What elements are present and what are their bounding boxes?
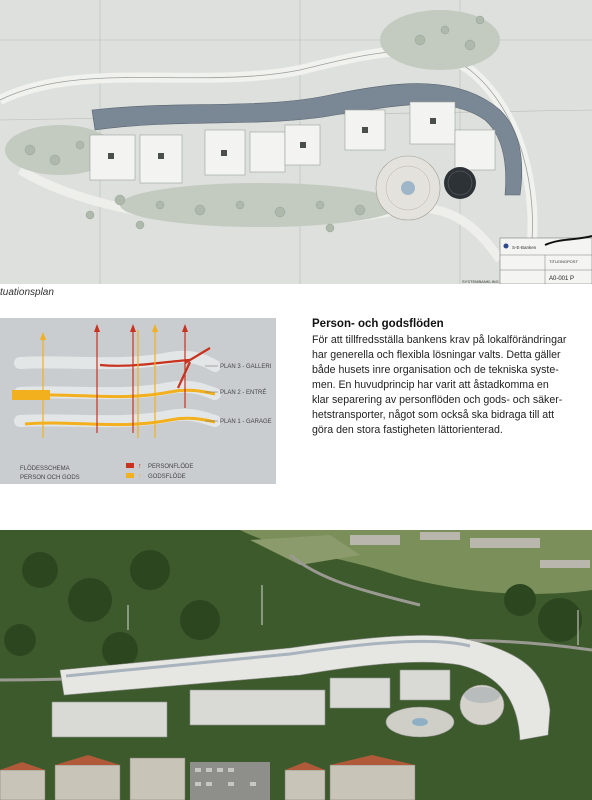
drawing-title-block <box>500 236 592 284</box>
article <box>312 318 592 438</box>
legend-label-gods: GODSFLÖDE <box>148 474 186 480</box>
article-line: För att tillfredsställa bankens krav på lokalförändringar <box>312 334 567 346</box>
article-heading: Person- och godsflöden <box>312 318 444 330</box>
level-label-3: PLAN 3 - GALLERI <box>220 364 272 370</box>
figure-caption: tuationsplan <box>0 287 54 298</box>
site-plan-drawing <box>0 0 592 284</box>
site-plan-svg <box>0 0 592 284</box>
legend-label-person: PERSONFLÖDE <box>148 464 194 470</box>
title-block-line2: SYSTEMBANKLING <box>462 279 499 284</box>
article-body <box>312 333 592 438</box>
title-block-number: A0-001 P <box>549 276 575 282</box>
flow-diagram <box>0 318 276 484</box>
article-line: har generella och flexibla lösningar valts. Detta gäller <box>312 349 561 361</box>
level-label-2: PLAN 2 - ENTRÉ <box>220 390 267 396</box>
diagram-title-line2: PERSON OCH GODS <box>20 475 80 481</box>
article-line: klar separering av personflöden och gods- och säker- <box>312 394 563 406</box>
legend-swatch-person <box>126 463 134 468</box>
article-line: göra den stora fastigheten lättorienterad. <box>312 424 503 436</box>
title-block-line1: TITLEINGPOST <box>549 259 578 264</box>
diagram-title-line1: FLÖDESSCHEMA <box>20 466 70 472</box>
legend-arrow-person: ↑ <box>138 463 142 470</box>
article-line: hetstransporter, något som också ska bidraga till att <box>312 409 555 421</box>
article-line: både husets inre organisation och de tekniska syste- <box>312 364 559 376</box>
article-line: men. En huvudprincip har varit att åstadkomma en <box>312 379 549 391</box>
title-block-logo: S-E-Banken <box>512 245 537 250</box>
level-label-1: PLAN 1 - GARAGE <box>220 419 272 425</box>
legend-swatch-gods <box>126 473 134 478</box>
aerial-photo <box>0 530 592 800</box>
legend-arrow-gods: ↑ <box>138 473 142 480</box>
